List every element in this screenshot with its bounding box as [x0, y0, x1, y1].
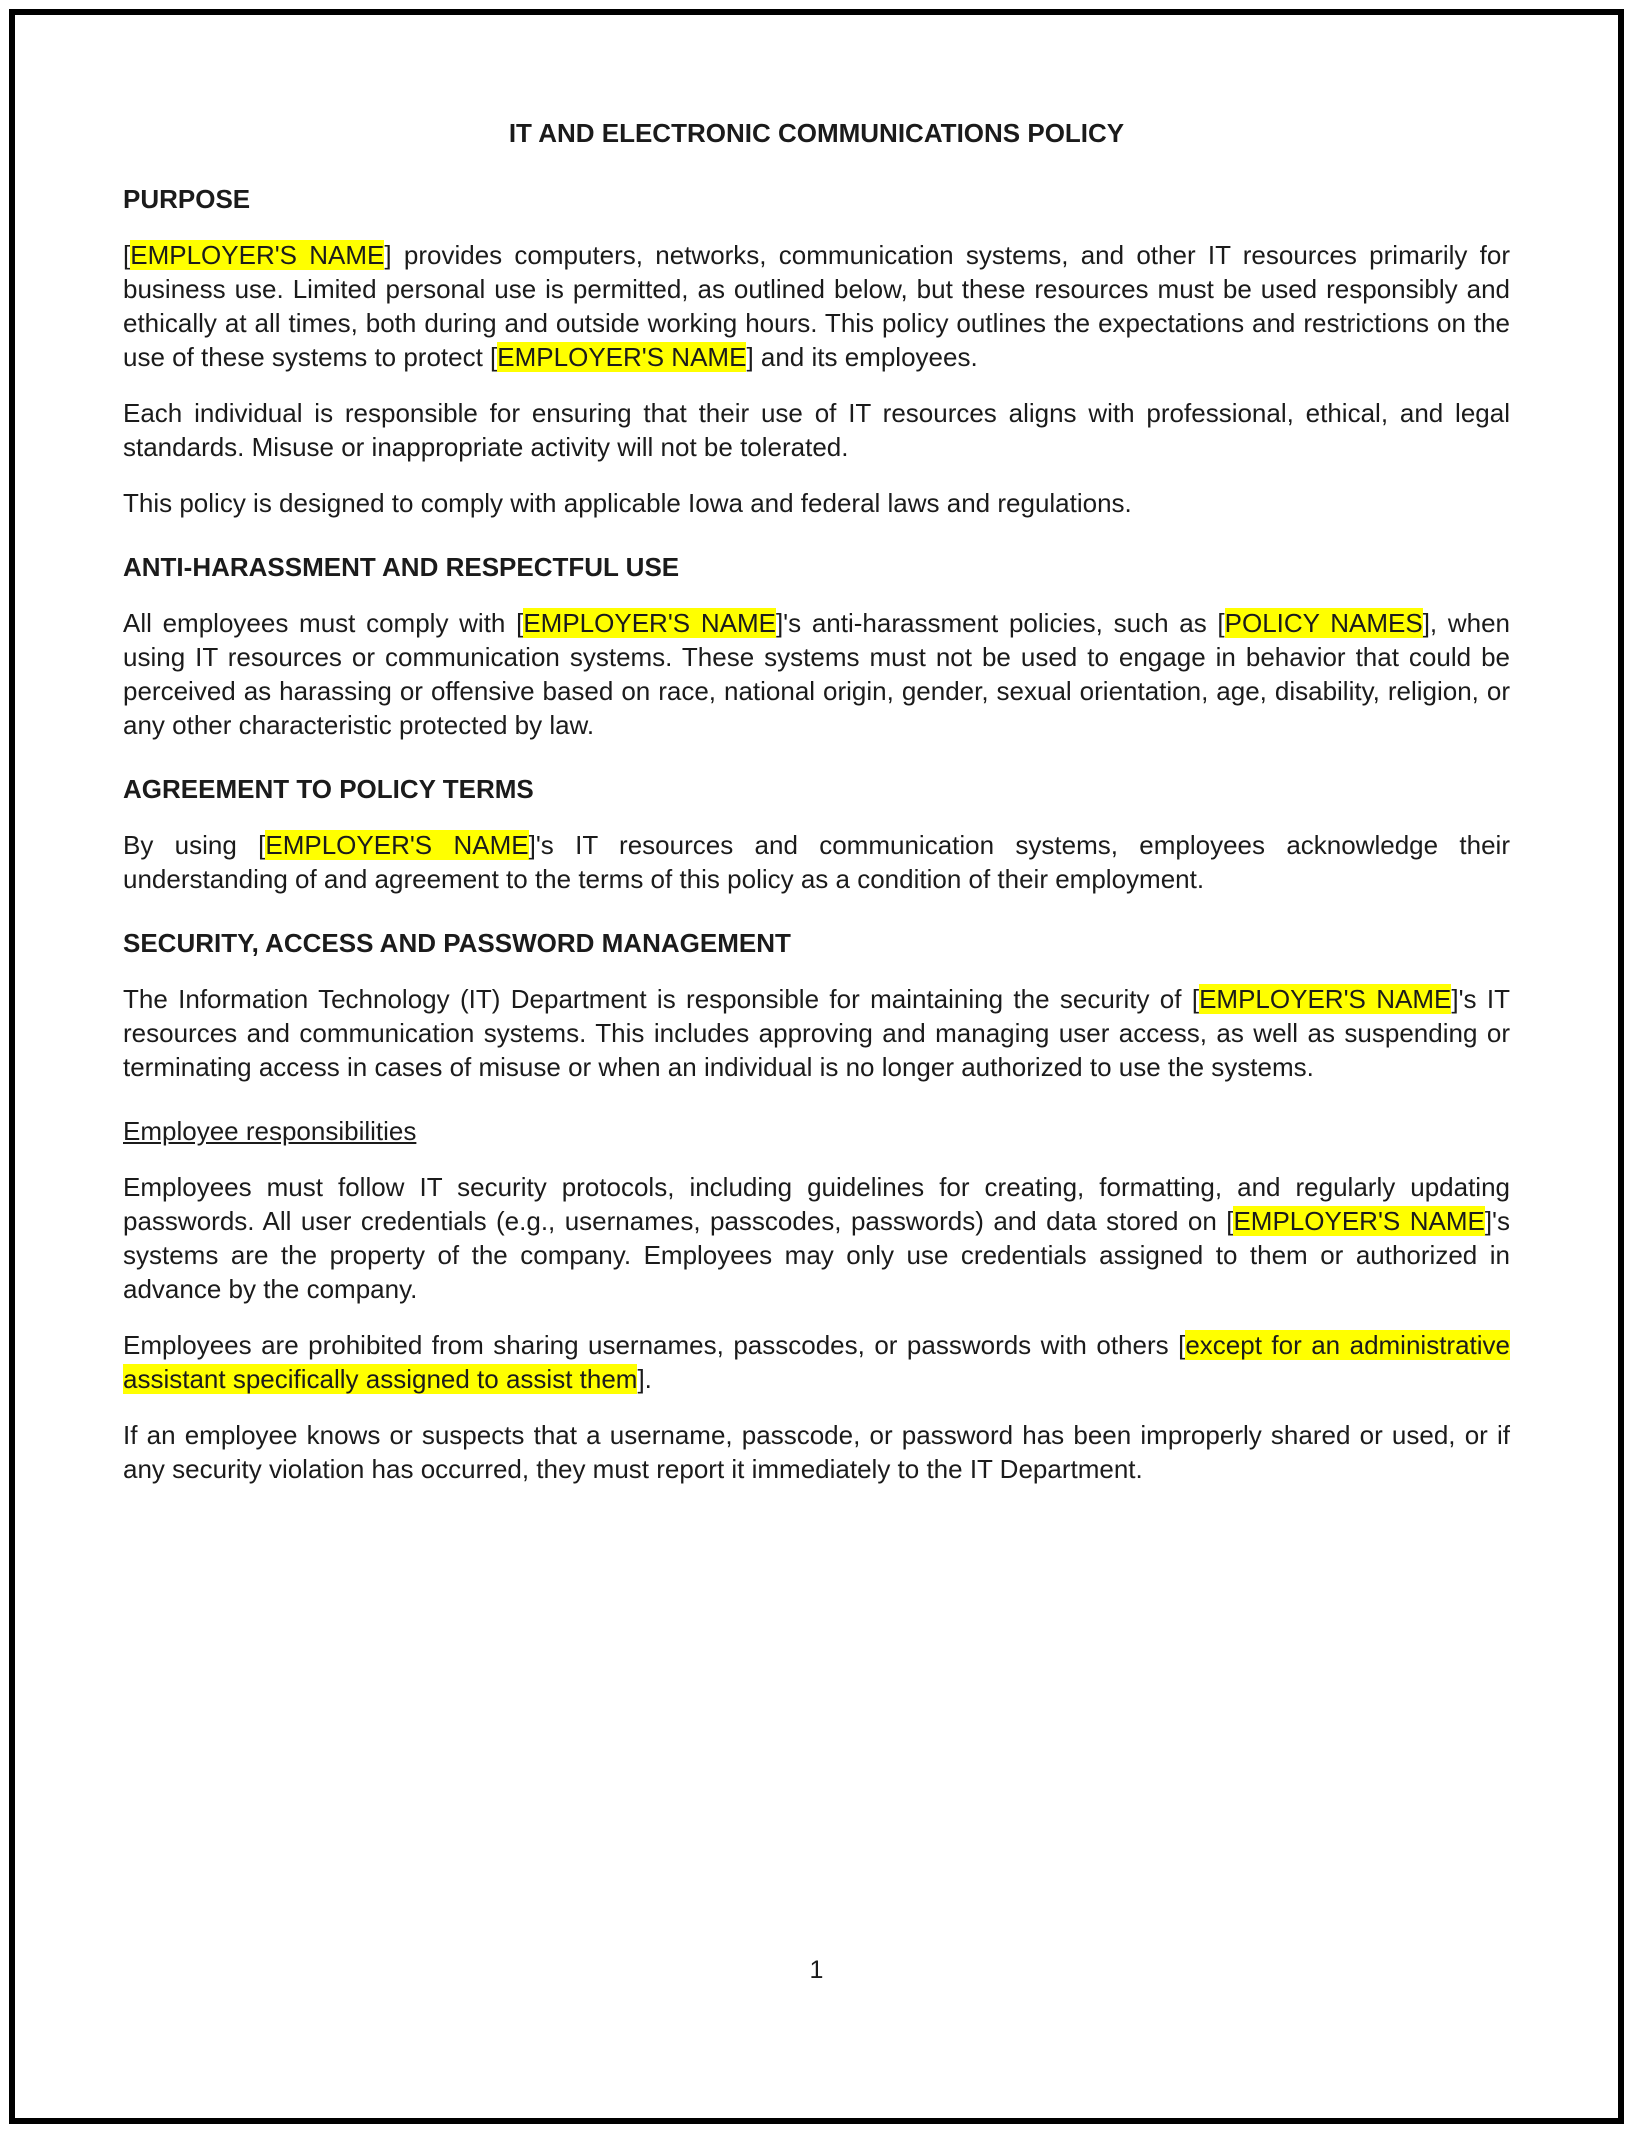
text-run: All employees must comply with [: [123, 608, 524, 638]
paragraph: [123, 1328, 1510, 1396]
text-run: ].: [637, 1364, 652, 1394]
paragraph: [123, 606, 1510, 742]
text-run: Each individual is responsible for ensuring that their use of IT resources aligns with professional, ethical, and legal standards. Misuse or inappropriate activity will not be tolerated.: [123, 398, 1510, 462]
text-run: ] and its employees.: [746, 342, 978, 372]
highlighted-placeholder: EMPLOYER'S NAME: [1199, 984, 1452, 1014]
highlighted-placeholder: POLICY NAMES: [1224, 608, 1423, 638]
document-content: [123, 182, 1510, 1486]
section-heading: AGREEMENT TO POLICY TERMS: [123, 774, 534, 804]
paragraph: [123, 1170, 1510, 1306]
paragraph: [123, 238, 1510, 374]
paragraph: [123, 828, 1510, 896]
text-run: This policy is designed to comply with applicable Iowa and federal laws and regulations.: [123, 488, 1132, 518]
text-run: The Information Technology (IT) Department is responsible for maintaining the security of [: [123, 984, 1200, 1014]
text-run: [: [123, 240, 131, 270]
paragraph: [123, 982, 1510, 1084]
text-run: ]'s IT resources and communication systems. This includes approving and managing user access, as well as suspending or terminating access in cases of misuse or when an individual is no longer authorized to use the systems.: [123, 984, 1510, 1082]
section-heading: ANTI-HARASSMENT AND RESPECTFUL USE: [123, 552, 680, 582]
text-run: ], when using IT resources or communication systems. These systems must not be used to engage in behavior that could be perceived as harassing or offensive based on race, national origin, gender, sexual orientation, age, disability, religion, or any other characteristic protected by law.: [123, 608, 1511, 740]
section-heading: SECURITY, ACCESS AND PASSWORD MANAGEMENT: [123, 928, 791, 958]
highlighted-placeholder: EMPLOYER'S NAME: [497, 342, 747, 372]
paragraph: [123, 396, 1510, 464]
text-run: ]'s systems are the property of the company. Employees may only use credentials assigned to them or authorized in advance by the company.: [123, 1206, 1511, 1304]
highlighted-placeholder: EMPLOYER'S NAME: [265, 830, 529, 860]
highlighted-placeholder: except for an administrative assistant specifically assigned to assist them: [123, 1330, 1510, 1394]
text-run: ]'s IT resources and communication systems, employees acknowledge their understanding of and agreement to the terms of this policy as a condition of their employment.: [123, 830, 1510, 894]
text-run: If an employee knows or suspects that a username, passcode, or password has been improperly shared or used, or if any security violation has occurred, they must report it immediately to the IT Department.: [123, 1420, 1510, 1484]
sub-heading: Employee responsibilities: [123, 1116, 417, 1146]
section-heading: PURPOSE: [123, 184, 251, 214]
document-title: IT AND ELECTRONIC COMMUNICATIONS POLICY: [508, 118, 1125, 148]
paragraph: [123, 486, 1510, 520]
text-run: Employees are prohibited from sharing usernames, passcodes, or passwords with others [: [123, 1330, 1186, 1360]
paragraph: [123, 1418, 1510, 1486]
highlighted-placeholder: EMPLOYER'S NAME: [1233, 1206, 1485, 1236]
highlighted-placeholder: EMPLOYER'S NAME: [130, 240, 385, 270]
page-number: 1: [809, 1956, 824, 1984]
text-run: By using [: [123, 830, 266, 860]
text-run: ]'s anti-harassment policies, such as [: [775, 608, 1225, 638]
text-run: ] provides computers, networks, communication systems, and other IT resources primarily for business use. Limited personal use is permitted, as outlined below, but these resources must be used responsibly and ethically at all times, both during and outside working hours. This policy outlines the expectations and restrictions on the use of these systems to protect [: [123, 240, 1510, 372]
document-body: [123, 116, 1510, 1508]
highlighted-placeholder: EMPLOYER'S NAME: [523, 608, 776, 638]
text-run: Employees must follow IT security protocols, including guidelines for creating, formatting, and regularly updating passwords. All user credentials (e.g., usernames, passcodes, passwords) and data stored on [: [123, 1172, 1510, 1236]
